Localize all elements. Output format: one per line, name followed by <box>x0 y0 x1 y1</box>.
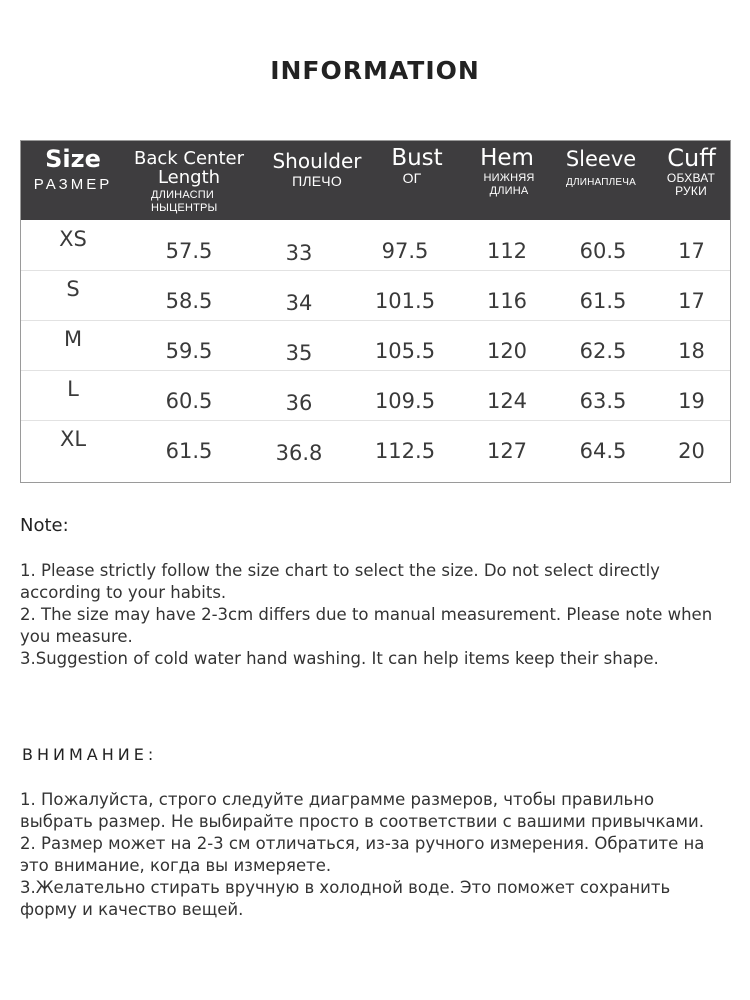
header-shoulder: Shoulder ПЛЕЧО <box>272 149 362 189</box>
table-row: S 58.5 34 101.5 116 61.5 17 <box>21 270 730 321</box>
note-item: 2. The size may have 2-3cm differs due to manual measurement. Please note when you measure. <box>20 605 713 646</box>
header-cuff: Cuff ОБХВАТ РУКИ <box>666 144 716 198</box>
size-chart-table <box>20 140 731 483</box>
table-row: XS 57.5 33 97.5 112 60.5 17 <box>21 220 730 271</box>
note-ru-title: ВНИМАНИЕ: <box>22 745 158 764</box>
note-ru-text <box>20 789 720 921</box>
note-text <box>20 560 720 670</box>
header-hem: Hem НИЖНЯЯ ДЛИНА <box>480 145 535 197</box>
header-bust: Bust ОГ <box>391 145 443 186</box>
note-title: Note: <box>20 515 69 536</box>
note-ru-item: 1. Пожалуйста, строго следуйте диаграмме размеров, чтобы правильно выбрать размер. Не выбирайте просто в соответствии с вашими привычками. <box>20 790 704 831</box>
page-title: INFORMATION <box>270 56 480 85</box>
table-header <box>21 141 730 220</box>
header-sleeve: Sleeve ДЛИНАПЛЕЧА <box>565 147 637 188</box>
note-item: 1. Please strictly follow the size chart to select the size. Do not select directly according to your habits. <box>20 561 660 602</box>
table-row: L 60.5 36 109.5 124 63.5 19 <box>21 370 730 421</box>
header-size: Size РАЗМЕР <box>33 145 113 193</box>
note-ru-item: 3.Желательно стирать вручную в холодной воде. Это поможет сохранить форму и качество вещей. <box>20 878 671 919</box>
table-row: XL 61.5 36.8 112.5 127 64.5 20 <box>59 427 705 465</box>
note-ru-item: 2. Размер может на 2-3 см отличаться, из-за ручного измерения. Обратите на это внимание, когда вы измеряете. <box>20 834 705 875</box>
note-item: 3.Suggestion of cold water hand washing. It can help items keep their shape. <box>20 649 659 668</box>
table-row: M 59.5 35 105.5 120 62.5 18 <box>21 320 730 371</box>
header-back-center-length: Back Center Length ДЛИНАСПИ НЫЦЕНТРЫ <box>133 148 244 214</box>
